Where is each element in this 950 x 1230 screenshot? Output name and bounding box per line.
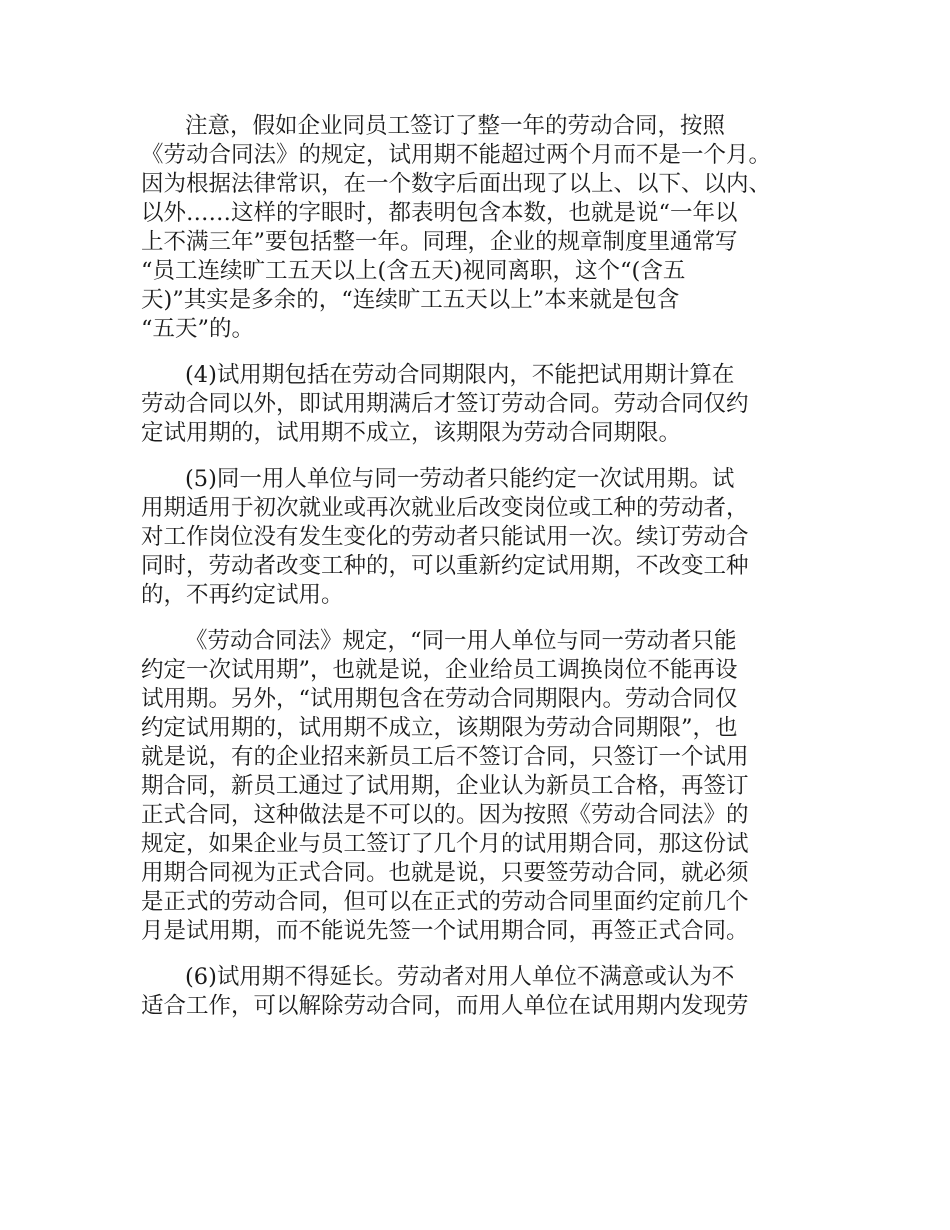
text-line: 是正式的劳动合同，但可以在正式的劳动合同里面约定前几个 <box>141 889 749 915</box>
text-line: 劳动合同以外，即试用期满后才签订劳动合同。劳动合同仅约 <box>141 391 749 417</box>
text-line: 定试用期的，试用期不成立，该期限为劳动合同期限。 <box>141 420 682 446</box>
paragraph-item-6 <box>141 963 821 1021</box>
text-line: (5)同一用人单位与同一劳动者只能约定一次试用期。试 <box>185 466 735 492</box>
text-line: 试用期。另外，“试用期包含在劳动合同期限内。劳动合同仅 <box>141 686 738 712</box>
text-line: 因为根据法律常识，在一个数字后面出现了以上、以下、以内、 <box>141 171 772 197</box>
text-line: (4)试用期包括在劳动合同期限内，不能把试用期计算在 <box>185 362 735 388</box>
paragraph-trial-period-note <box>141 112 821 344</box>
document-body <box>141 112 821 1038</box>
text-line: 正式合同，这种做法是不可以的。因为按照《劳动合同法》的 <box>141 802 749 828</box>
text-line: 天)”其实是多余的，“连续旷工五天以上”本来就是包含 <box>141 287 680 313</box>
text-line: 期合同，新员工通过了试用期，企业认为新员工合格，再签订 <box>141 773 749 799</box>
text-line: 用期适用于初次就业或再次就业后改变岗位或工种的劳动者， <box>141 495 749 521</box>
text-line: 月是试用期，而不能说先签一个试用期合同，再签正式合同。 <box>141 918 749 944</box>
text-line: 上不满三年”要包括整一年。同理，企业的规章制度里通常写 <box>141 229 738 255</box>
text-line: 对工作岗位没有发生变化的劳动者只能试用一次。续订劳动合 <box>141 524 749 550</box>
text-line: 注意，假如企业同员工签订了整一年的劳动合同，按照 <box>185 113 726 139</box>
paragraph-item-4 <box>141 361 821 448</box>
paragraph-item-5 <box>141 465 821 610</box>
text-line: 就是说，有的企业招来新员工后不签订合同，只签订一个试用 <box>141 744 749 770</box>
text-line: 的，不再约定试用。 <box>141 582 344 608</box>
text-line: 同时，劳动者改变工种的，可以重新约定试用期，不改变工种 <box>141 553 749 579</box>
text-line: 规定，如果企业与员工签订了几个月的试用期合同，那这份试 <box>141 831 749 857</box>
text-line: 约定一次试用期”，也就是说，企业给员工调换岗位不能再设 <box>141 657 738 683</box>
text-line: “员工连续旷工五天以上(含五天)视同离职，这个“(含五 <box>141 258 686 284</box>
text-line: (6)试用期不得延长。劳动者对用人单位不满意或认为不 <box>185 964 735 990</box>
text-line: 适合工作，可以解除劳动合同，而用人单位在试用期内发现劳 <box>141 993 749 1019</box>
text-line: 用期合同视为正式合同。也就是说，只要签劳动合同，就必须 <box>141 860 749 886</box>
text-line: 以外……这样的字眼时，都表明包含本数，也就是说“一年以 <box>141 200 738 226</box>
text-line: 《劳动合同法》的规定，试用期不能超过两个月而不是一个月。 <box>141 142 772 168</box>
text-line: 约定试用期的，试用期不成立，该期限为劳动合同期限”，也 <box>141 715 738 741</box>
paragraph-labor-law-explanation <box>141 627 821 946</box>
text-line: “五天”的。 <box>141 316 255 342</box>
text-line: 《劳动合同法》规定，“同一用人单位与同一劳动者只能 <box>185 628 737 654</box>
